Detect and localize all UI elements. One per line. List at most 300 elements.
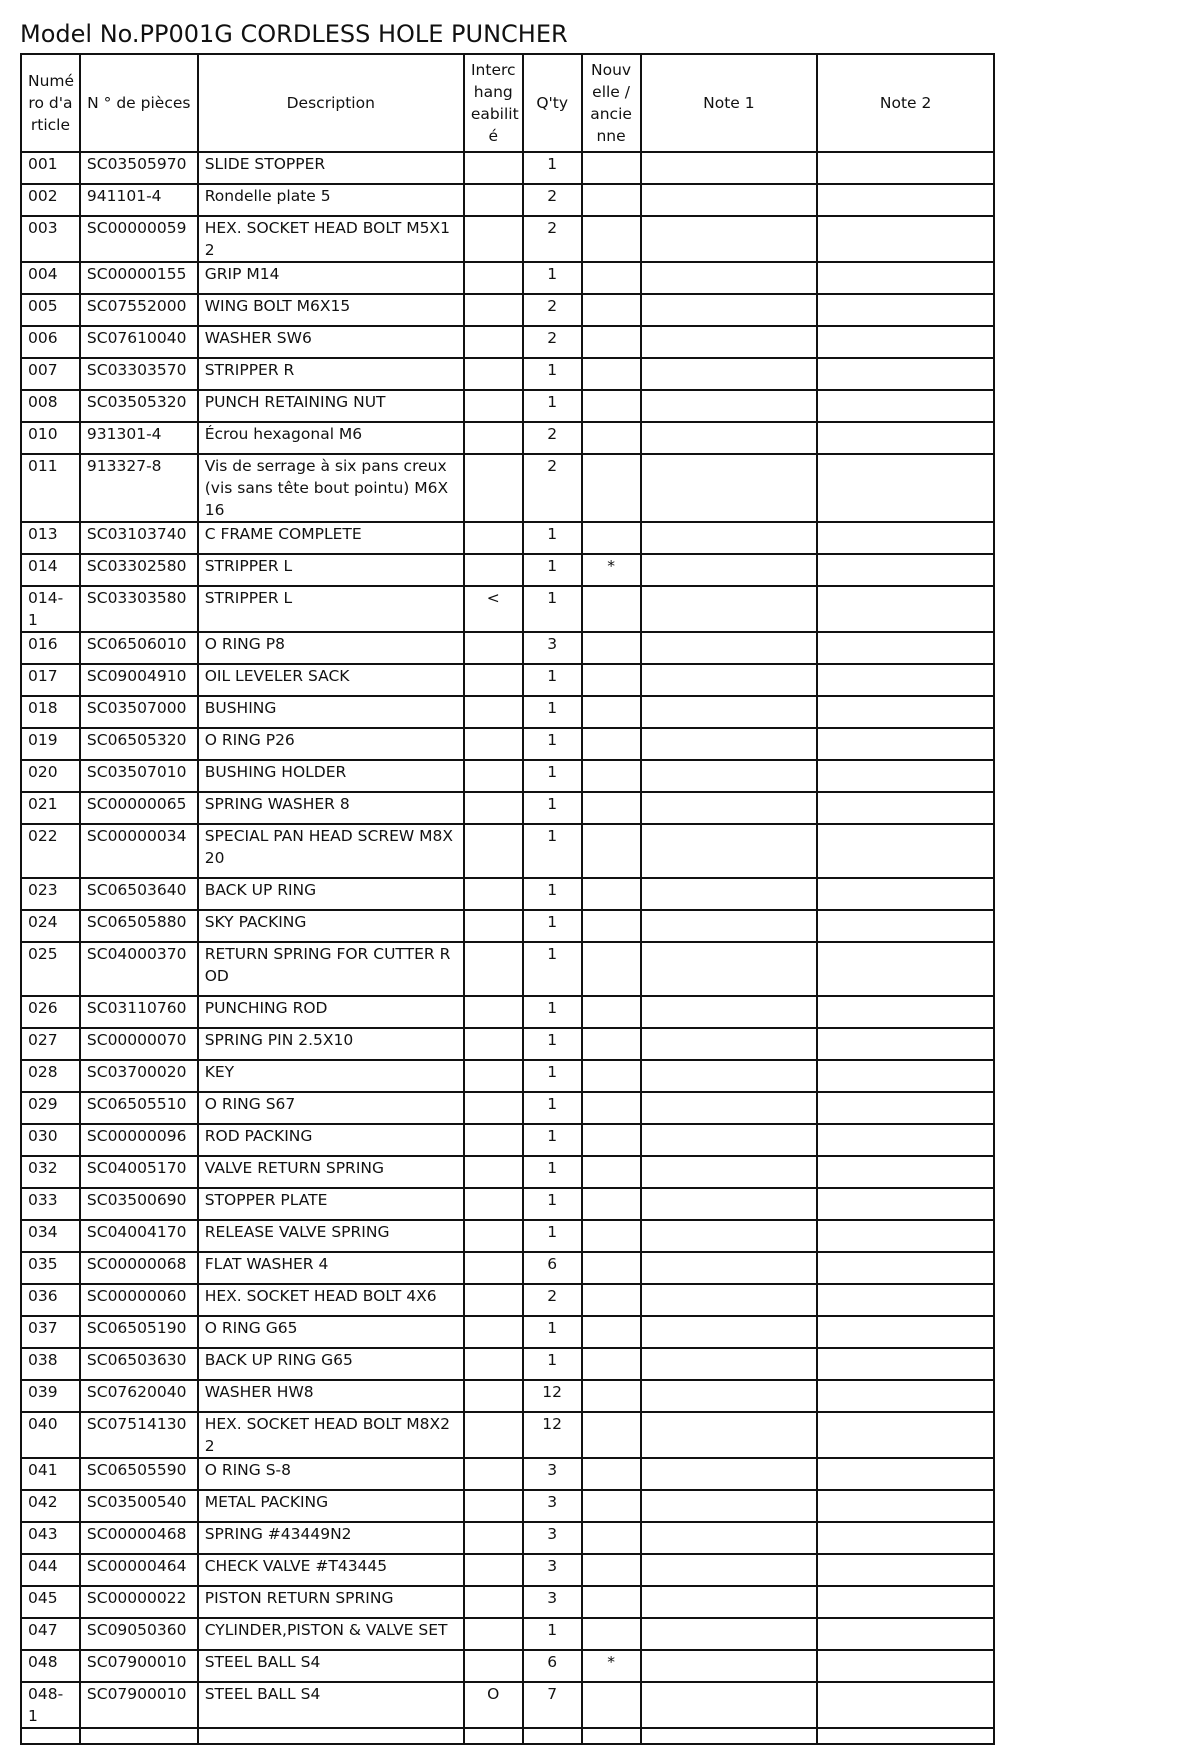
note-2-cell [817,760,994,792]
part-number-cell: SC06505320 [80,728,198,760]
note-2-cell [817,942,994,996]
description-cell: STOPPER PLATE [198,1188,464,1220]
note-1-cell [641,1412,818,1458]
description-cell: Vis de serrage à six pans creux (vis sans tête bout pointu) M6X16 [198,454,464,522]
note-1-cell [641,454,818,522]
note-2-cell [817,1650,994,1682]
quantity-cell: 1 [523,1348,582,1380]
part-number-cell: SC07620040 [80,1380,198,1412]
item-number-cell: 003 [21,216,80,262]
note-2-cell [817,294,994,326]
note-1-cell [641,1220,818,1252]
item-number-cell: 035 [21,1252,80,1284]
part-number-cell: SC00000155 [80,262,198,294]
note-1-cell [641,1490,818,1522]
interchangeability-cell [464,454,523,522]
quantity-cell: 2 [523,184,582,216]
quantity-cell: 1 [523,1220,582,1252]
item-number-cell: 007 [21,358,80,390]
interchangeability-cell [464,262,523,294]
note-2-cell [817,1156,994,1188]
interchangeability-cell [464,1188,523,1220]
part-number-cell: SC06505880 [80,910,198,942]
new-old-cell [582,1188,641,1220]
description-cell: SPRING WASHER 8 [198,792,464,824]
note-2-cell [817,358,994,390]
note-2-cell [817,1092,994,1124]
note-1-cell [641,1458,818,1490]
quantity-cell: 1 [523,664,582,696]
header-quantity: Q'ty [523,54,582,152]
note-1-cell [641,1028,818,1060]
quantity-cell: 1 [523,1124,582,1156]
description-cell: STEEL BALL S4 [198,1682,464,1728]
note-1-cell [641,522,818,554]
part-number-cell: SC00000096 [80,1124,198,1156]
item-number-cell: 045 [21,1586,80,1618]
interchangeability-cell [464,632,523,664]
note-2-cell [817,152,994,184]
interchangeability-cell [464,1252,523,1284]
description-cell: FLAT WASHER 4 [198,1252,464,1284]
new-old-cell [582,1284,641,1316]
new-old-cell [582,760,641,792]
quantity-cell: 12 [523,1412,582,1458]
interchangeability-cell [464,184,523,216]
part-number-cell: SC03303570 [80,358,198,390]
interchangeability-cell [464,390,523,422]
header-description: Description [198,54,464,152]
table-row [21,358,994,390]
interchangeability-cell [464,792,523,824]
table-row [21,1650,994,1682]
new-old-cell [582,1618,641,1650]
interchangeability-cell [464,1380,523,1412]
description-cell: PUNCHING ROD [198,996,464,1028]
table-row [21,1412,994,1458]
table-row [21,1252,994,1284]
quantity-cell: 1 [523,824,582,878]
item-number-cell: 019 [21,728,80,760]
table-row [21,294,994,326]
item-number-cell: 028 [21,1060,80,1092]
note-2-cell [817,1284,994,1316]
note-1-cell [641,696,818,728]
empty-cell [464,1728,523,1744]
quantity-cell: 1 [523,910,582,942]
table-row [21,390,994,422]
note-1-cell [641,326,818,358]
note-2-cell [817,1554,994,1586]
item-number-cell: 008 [21,390,80,422]
item-number-cell: 016 [21,632,80,664]
quantity-cell: 1 [523,390,582,422]
item-number-cell: 048 [21,1650,80,1682]
quantity-cell: 1 [523,586,582,632]
new-old-cell [582,696,641,728]
interchangeability-cell [464,1490,523,1522]
part-number-cell: SC00000468 [80,1522,198,1554]
note-1-cell [641,1586,818,1618]
quantity-cell: 1 [523,1316,582,1348]
note-1-cell [641,586,818,632]
interchangeability-cell [464,1284,523,1316]
table-row [21,632,994,664]
interchangeability-cell [464,1586,523,1618]
description-cell: Rondelle plate 5 [198,184,464,216]
note-1-cell [641,1060,818,1092]
item-number-cell: 040 [21,1412,80,1458]
interchangeability-cell: O [464,1682,523,1728]
new-old-cell [582,664,641,696]
note-1-cell [641,216,818,262]
quantity-cell: 1 [523,792,582,824]
note-2-cell [817,554,994,586]
new-old-cell [582,632,641,664]
part-number-cell: 931301-4 [80,422,198,454]
quantity-cell: 3 [523,632,582,664]
table-row [21,696,994,728]
note-1-cell [641,1124,818,1156]
interchangeability-cell [464,1618,523,1650]
quantity-cell: 6 [523,1252,582,1284]
table-row [21,1220,994,1252]
item-number-cell: 027 [21,1028,80,1060]
note-1-cell [641,996,818,1028]
interchangeability-cell: < [464,586,523,632]
table-row [21,1682,994,1728]
part-number-cell: SC06505510 [80,1092,198,1124]
note-1-cell [641,1618,818,1650]
quantity-cell: 3 [523,1458,582,1490]
new-old-cell [582,878,641,910]
description-cell: CHECK VALVE #T43445 [198,1554,464,1586]
table-row-cutoff [21,1728,994,1744]
interchangeability-cell [464,696,523,728]
item-number-cell: 017 [21,664,80,696]
description-cell: Écrou hexagonal M6 [198,422,464,454]
item-number-cell: 032 [21,1156,80,1188]
note-1-cell [641,728,818,760]
note-1-cell [641,1650,818,1682]
note-1-cell [641,1188,818,1220]
description-cell: BUSHING [198,696,464,728]
description-cell: O RING P8 [198,632,464,664]
table-row [21,262,994,294]
description-cell: BACK UP RING [198,878,464,910]
empty-cell [817,1728,994,1744]
quantity-cell: 2 [523,216,582,262]
quantity-cell: 1 [523,1156,582,1188]
description-cell: BUSHING HOLDER [198,760,464,792]
part-number-cell: SC06503630 [80,1348,198,1380]
part-number-cell: SC03500540 [80,1490,198,1522]
header-note-2: Note 2 [817,54,994,152]
parts-table [20,53,995,1745]
item-number-cell: 006 [21,326,80,358]
interchangeability-cell [464,910,523,942]
part-number-cell: SC00000034 [80,824,198,878]
description-cell: BACK UP RING G65 [198,1348,464,1380]
new-old-cell [582,454,641,522]
note-2-cell [817,1028,994,1060]
item-number-cell: 042 [21,1490,80,1522]
item-number-cell: 034 [21,1220,80,1252]
note-2-cell [817,1458,994,1490]
interchangeability-cell [464,1220,523,1252]
new-old-cell [582,262,641,294]
note-2-cell [817,262,994,294]
note-2-cell [817,1188,994,1220]
table-row [21,878,994,910]
new-old-cell [582,1458,641,1490]
item-number-cell: 030 [21,1124,80,1156]
quantity-cell: 2 [523,326,582,358]
quantity-cell: 1 [523,1092,582,1124]
new-old-cell: * [582,554,641,586]
item-number-cell: 004 [21,262,80,294]
note-2-cell [817,728,994,760]
part-number-cell: SC03302580 [80,554,198,586]
new-old-cell [582,824,641,878]
description-cell: ROD PACKING [198,1124,464,1156]
table-row [21,910,994,942]
description-cell: STRIPPER R [198,358,464,390]
note-1-cell [641,878,818,910]
interchangeability-cell [464,664,523,696]
table-row [21,454,994,522]
item-number-cell: 044 [21,1554,80,1586]
note-1-cell [641,664,818,696]
part-number-cell: SC03103740 [80,522,198,554]
new-old-cell [582,216,641,262]
new-old-cell [582,294,641,326]
note-2-cell [817,1124,994,1156]
interchangeability-cell [464,422,523,454]
quantity-cell: 1 [523,696,582,728]
item-number-cell: 014-1 [21,586,80,632]
description-cell: WING BOLT M6X15 [198,294,464,326]
description-cell: STRIPPER L [198,586,464,632]
interchangeability-cell [464,1412,523,1458]
quantity-cell: 3 [523,1490,582,1522]
quantity-cell: 1 [523,760,582,792]
table-row [21,152,994,184]
quantity-cell: 3 [523,1586,582,1618]
interchangeability-cell [464,1348,523,1380]
table-row [21,1028,994,1060]
description-cell: STEEL BALL S4 [198,1650,464,1682]
quantity-cell: 1 [523,554,582,586]
note-2-cell [817,1682,994,1728]
note-1-cell [641,152,818,184]
item-number-cell: 033 [21,1188,80,1220]
note-1-cell [641,390,818,422]
note-2-cell [817,632,994,664]
interchangeability-cell [464,996,523,1028]
new-old-cell [582,728,641,760]
header-row [21,54,994,152]
interchangeability-cell [464,294,523,326]
note-2-cell [817,586,994,632]
interchangeability-cell [464,942,523,996]
note-1-cell [641,1554,818,1586]
part-number-cell: SC03500690 [80,1188,198,1220]
table-row [21,1188,994,1220]
table-row [21,1156,994,1188]
quantity-cell: 1 [523,358,582,390]
table-row [21,792,994,824]
new-old-cell [582,326,641,358]
new-old-cell [582,1156,641,1188]
part-number-cell: SC03505320 [80,390,198,422]
note-2-cell [817,1348,994,1380]
item-number-cell: 029 [21,1092,80,1124]
description-cell: RELEASE VALVE SPRING [198,1220,464,1252]
item-number-cell: 024 [21,910,80,942]
new-old-cell [582,1490,641,1522]
item-number-cell: 048-1 [21,1682,80,1728]
item-number-cell: 047 [21,1618,80,1650]
header-note-1: Note 1 [641,54,818,152]
note-2-cell [817,664,994,696]
item-number-cell: 013 [21,522,80,554]
part-number-cell: SC00000022 [80,1586,198,1618]
note-2-cell [817,1316,994,1348]
quantity-cell: 1 [523,152,582,184]
quantity-cell: 6 [523,1650,582,1682]
quantity-cell: 1 [523,1028,582,1060]
part-number-cell: SC00000068 [80,1252,198,1284]
description-cell: HEX. SOCKET HEAD BOLT 4X6 [198,1284,464,1316]
new-old-cell [582,1028,641,1060]
new-old-cell [582,910,641,942]
item-number-cell: 011 [21,454,80,522]
interchangeability-cell [464,152,523,184]
quantity-cell: 1 [523,522,582,554]
part-number-cell: SC06503640 [80,878,198,910]
part-number-cell: 913327-8 [80,454,198,522]
description-cell: SKY PACKING [198,910,464,942]
page-title: Model No.PP001G CORDLESS HOLE PUNCHER [20,20,568,48]
note-2-cell [817,390,994,422]
new-old-cell [582,1348,641,1380]
quantity-cell: 1 [523,1618,582,1650]
note-2-cell [817,1490,994,1522]
new-old-cell: * [582,1650,641,1682]
part-number-cell: SC07900010 [80,1650,198,1682]
interchangeability-cell [464,1316,523,1348]
description-cell: PUNCH RETAINING NUT [198,390,464,422]
note-1-cell [641,294,818,326]
interchangeability-cell [464,1028,523,1060]
new-old-cell [582,152,641,184]
part-number-cell: SC03507010 [80,760,198,792]
note-1-cell [641,422,818,454]
description-cell: C FRAME COMPLETE [198,522,464,554]
part-number-cell: SC00000059 [80,216,198,262]
new-old-cell [582,358,641,390]
table-row [21,1458,994,1490]
new-old-cell [582,792,641,824]
note-1-cell [641,942,818,996]
item-number-cell: 026 [21,996,80,1028]
table-row [21,942,994,996]
item-number-cell: 037 [21,1316,80,1348]
interchangeability-cell [464,878,523,910]
note-2-cell [817,1412,994,1458]
new-old-cell [582,1412,641,1458]
part-number-cell: SC06506010 [80,632,198,664]
note-1-cell [641,632,818,664]
table-row [21,760,994,792]
table-row [21,522,994,554]
item-number-cell: 005 [21,294,80,326]
note-2-cell [817,184,994,216]
interchangeability-cell [464,326,523,358]
note-1-cell [641,184,818,216]
new-old-cell [582,996,641,1028]
quantity-cell: 7 [523,1682,582,1728]
description-cell: GRIP M14 [198,262,464,294]
empty-cell [80,1728,198,1744]
quantity-cell: 3 [523,1554,582,1586]
item-number-cell: 002 [21,184,80,216]
new-old-cell [582,522,641,554]
new-old-cell [582,184,641,216]
description-cell: O RING S67 [198,1092,464,1124]
part-number-cell: SC03303580 [80,586,198,632]
empty-cell [198,1728,464,1744]
part-number-cell: SC09004910 [80,664,198,696]
description-cell: O RING P26 [198,728,464,760]
description-cell: SLIDE STOPPER [198,152,464,184]
table-row [21,586,994,632]
item-number-cell: 039 [21,1380,80,1412]
new-old-cell [582,390,641,422]
table-row [21,728,994,760]
header-part-number: N ° de pièces [80,54,198,152]
part-number-cell: SC03507000 [80,696,198,728]
interchangeability-cell [464,728,523,760]
note-2-cell [817,1252,994,1284]
description-cell: OIL LEVELER SACK [198,664,464,696]
empty-cell [21,1728,80,1744]
part-number-cell: SC00000070 [80,1028,198,1060]
note-1-cell [641,262,818,294]
empty-cell [582,1728,641,1744]
item-number-cell: 018 [21,696,80,728]
description-cell: SPECIAL PAN HEAD SCREW M8X20 [198,824,464,878]
new-old-cell [582,1092,641,1124]
description-cell: STRIPPER L [198,554,464,586]
interchangeability-cell [464,1522,523,1554]
note-1-cell [641,1380,818,1412]
note-1-cell [641,910,818,942]
item-number-cell: 014 [21,554,80,586]
new-old-cell [582,1316,641,1348]
interchangeability-cell [464,824,523,878]
table-row [21,824,994,878]
table-row [21,1554,994,1586]
interchangeability-cell [464,522,523,554]
description-cell: WASHER SW6 [198,326,464,358]
item-number-cell: 022 [21,824,80,878]
new-old-cell [582,1522,641,1554]
header-item-number: Numé ro d'a rticle [21,54,80,152]
interchangeability-cell [464,554,523,586]
part-number-cell: SC06505590 [80,1458,198,1490]
